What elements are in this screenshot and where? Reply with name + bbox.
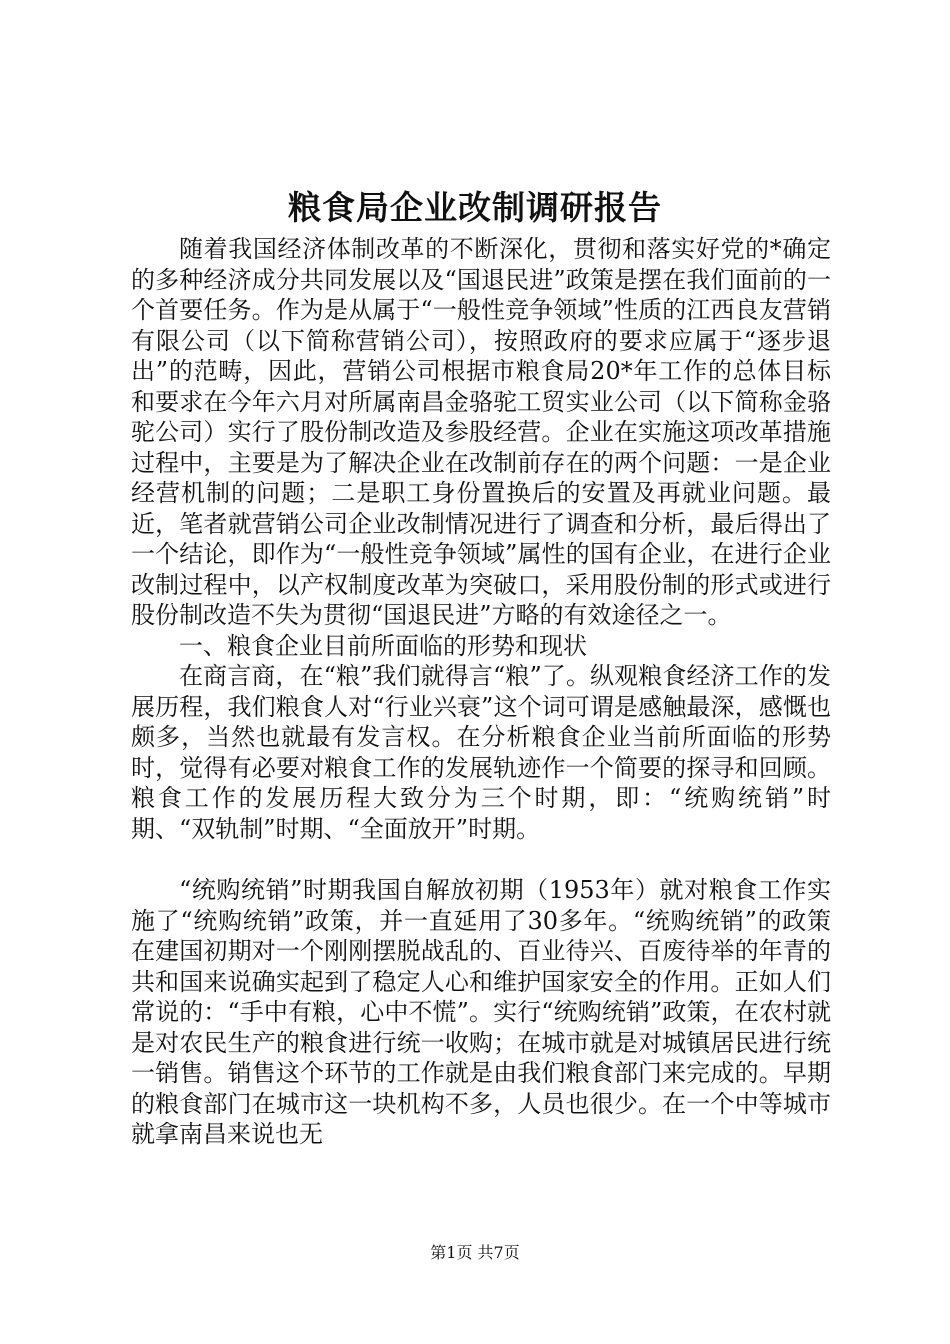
document-title: 粮食局企业改制调研报告 bbox=[288, 188, 662, 227]
document-body bbox=[131, 234, 831, 1150]
intro-paragraph: 随着我国经济体制改革的不断深化，贯彻和落实好党的*确定的多种经济成分共同发展以及“国退民进”政策是摆在我们面前的一个首要任务。作为是从属于“一般性竞争领域”性质的江西良友营销有限公司（以下简称营销公司），按照政府的要求应属于“逐步退出”的范畴，因此，营销公司根据市粮食局20*年工作的总体目标和要求在今年六月对所属南昌金骆驼工贸实业公司（以下简称金骆驼公司）实行了股份制改造及参股经营。企业在实施这项改革措施过程中，主要是为了解决企业在改制前存在的两个问题：一是企业经营机制的问题；二是职工身份置换后的安置及再就业问题。最近，笔者就营销公司企业改制情况进行了调查和分析，最后得出了一个结论，即作为“一般性竞争领域”属性的国有企业，在进行企业改制过程中，以产权制度改革为突破口，采用股份制的形式或进行股份制改造不失为贯彻“国退民进”方略的有效途径之一。 bbox=[131, 235, 831, 629]
section-heading: 一、粮食企业目前所面临的形势和现状 bbox=[179, 631, 587, 660]
unified-purchase-paragraph: “统购统销”时期我国自解放初期（1953年）就对粮食工作实施了“统购统销”政策，并一直延用了30多年。“统购统销”的政策在建国初期对一个刚刚摆脱战乱的、百业待兴、百废待举的年青的共和国来说确实起到了稳定人心和维护国家安全的作用。正如人们常说的：“手中有粮，心中不慌”。实行“统购统销”政策，在农村就是对农民生产的粮食进行统一收购；在城市就是对城镇居民进行统一销售。销售这个环节的工作就是由我们粮食部门来完成的。早期的粮食部门在城市这一块机构不多，人员也很少。在一个中等城市就拿南昌来说也无 bbox=[131, 876, 831, 1148]
history-paragraph: 在商言商，在“粮”我们就得言“粮”了。纵观粮食经济工作的发展历程，我们粮食人对“行业兴衰”这个词可谓是感触最深，感慨也颇多，当然也就最有发言权。在分析粮食企业当前所面临的形势时，觉得有必要对粮食工作的发展轨迹作一个简要的探寻和回顾。粮食工作的发展历程大致分为三个时期，即：“统购统销”时期、“双轨制”时期、“全面放开”时期。 bbox=[131, 662, 831, 843]
page-number: 第1页 共7页 bbox=[430, 1243, 520, 1262]
